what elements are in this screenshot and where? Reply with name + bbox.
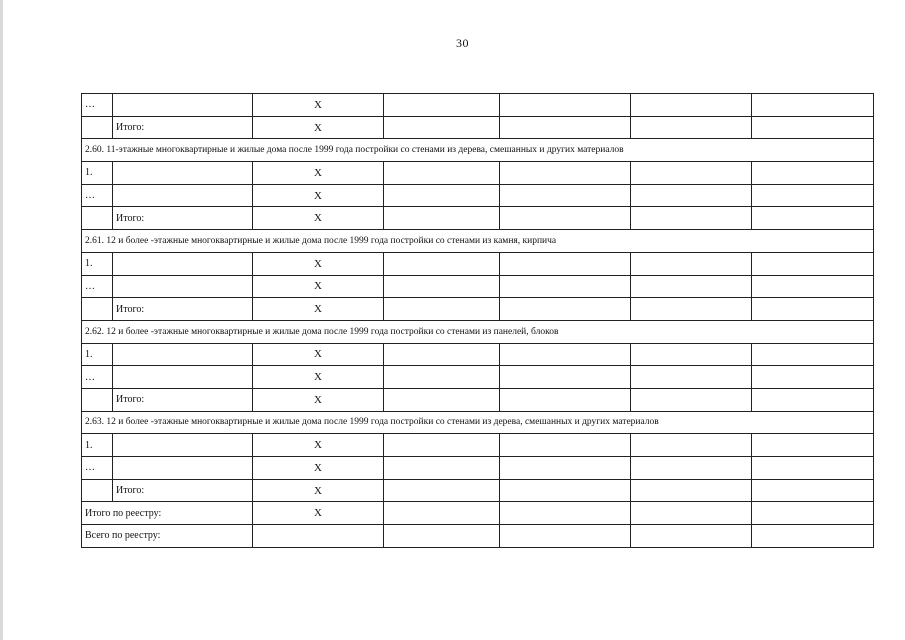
row-number-cell: … bbox=[82, 366, 113, 389]
table-row-total bbox=[82, 207, 874, 230]
table-row-section bbox=[82, 411, 874, 434]
row-number-cell bbox=[82, 116, 113, 139]
empty-cell bbox=[631, 479, 752, 502]
empty-cell bbox=[752, 184, 874, 207]
page-left-edge bbox=[0, 0, 3, 640]
row-number-cell: 1. bbox=[82, 162, 113, 185]
name-cell bbox=[113, 434, 253, 457]
empty-cell bbox=[384, 207, 500, 230]
grand-total-label: Итого по реестру: bbox=[82, 502, 253, 525]
table-row-grand bbox=[82, 525, 874, 548]
table-row-grand bbox=[82, 502, 874, 525]
row-number-cell bbox=[82, 298, 113, 321]
empty-cell bbox=[500, 116, 631, 139]
name-cell bbox=[113, 275, 253, 298]
name-cell bbox=[113, 252, 253, 275]
x-mark-cell: X bbox=[253, 457, 384, 480]
empty-cell bbox=[631, 366, 752, 389]
empty-cell bbox=[500, 207, 631, 230]
x-mark-cell: X bbox=[253, 502, 384, 525]
x-mark-cell: X bbox=[253, 388, 384, 411]
section-heading: 2.60. 11-этажные многоквартирные и жилые дома после 1999 года постройки со стенами из дерева, смешанных и других материалов bbox=[82, 139, 874, 162]
empty-cell bbox=[500, 479, 631, 502]
x-mark-cell: X bbox=[253, 298, 384, 321]
empty-cell bbox=[384, 366, 500, 389]
empty-cell bbox=[752, 366, 874, 389]
empty-cell bbox=[500, 252, 631, 275]
section-heading: 2.62. 12 и более -этажные многоквартирные и жилые дома после 1999 года постройки со стенами из панелей, блоков bbox=[82, 320, 874, 343]
table-row-item bbox=[82, 162, 874, 185]
row-number-cell: 1. bbox=[82, 252, 113, 275]
row-number-cell: … bbox=[82, 275, 113, 298]
empty-cell bbox=[384, 457, 500, 480]
empty-cell bbox=[500, 457, 631, 480]
table-row-item bbox=[82, 252, 874, 275]
row-number-cell: 1. bbox=[82, 343, 113, 366]
empty-cell bbox=[384, 116, 500, 139]
empty-cell bbox=[384, 343, 500, 366]
empty-cell bbox=[631, 94, 752, 117]
empty-cell bbox=[631, 116, 752, 139]
table-row-item bbox=[82, 343, 874, 366]
empty-cell bbox=[752, 162, 874, 185]
x-mark-cell: X bbox=[253, 252, 384, 275]
empty-cell bbox=[631, 457, 752, 480]
table-row-item bbox=[82, 275, 874, 298]
row-number-cell: … bbox=[82, 457, 113, 480]
grand-total-label: Всего по реестру: bbox=[82, 525, 253, 548]
empty-cell bbox=[384, 298, 500, 321]
empty-cell bbox=[752, 94, 874, 117]
name-cell bbox=[113, 343, 253, 366]
table-row-total bbox=[82, 388, 874, 411]
empty-cell bbox=[631, 298, 752, 321]
x-mark-cell: X bbox=[253, 343, 384, 366]
empty-cell bbox=[384, 162, 500, 185]
empty-cell bbox=[752, 116, 874, 139]
table-row-item bbox=[82, 434, 874, 457]
table-row-section bbox=[82, 230, 874, 253]
table-row-item bbox=[82, 366, 874, 389]
empty-cell bbox=[500, 343, 631, 366]
name-cell bbox=[113, 457, 253, 480]
empty-cell bbox=[752, 252, 874, 275]
row-number-cell bbox=[82, 207, 113, 230]
total-label: Итого: bbox=[113, 116, 253, 139]
row-number-cell bbox=[82, 388, 113, 411]
x-mark-cell: X bbox=[253, 116, 384, 139]
empty-cell bbox=[500, 525, 631, 548]
empty-cell bbox=[752, 388, 874, 411]
empty-cell bbox=[384, 275, 500, 298]
section-heading: 2.63. 12 и более -этажные многоквартирные и жилые дома после 1999 года постройки со стенами из дерева, смешанных и других материалов bbox=[82, 411, 874, 434]
empty-cell bbox=[384, 525, 500, 548]
empty-cell bbox=[752, 298, 874, 321]
registry-table-body bbox=[82, 94, 874, 548]
empty-cell bbox=[631, 525, 752, 548]
x-mark-cell: X bbox=[253, 94, 384, 117]
total-label: Итого: bbox=[113, 298, 253, 321]
table-row-section bbox=[82, 139, 874, 162]
empty-cell bbox=[631, 252, 752, 275]
name-cell bbox=[113, 184, 253, 207]
x-mark-cell: X bbox=[253, 162, 384, 185]
empty-cell bbox=[384, 252, 500, 275]
table-row-total bbox=[82, 116, 874, 139]
empty-cell bbox=[500, 275, 631, 298]
x-mark-cell: X bbox=[253, 479, 384, 502]
empty-cell bbox=[384, 388, 500, 411]
empty-cell bbox=[384, 184, 500, 207]
x-mark-cell: X bbox=[253, 366, 384, 389]
x-mark-cell: X bbox=[253, 207, 384, 230]
row-number-cell: … bbox=[82, 184, 113, 207]
empty-cell bbox=[631, 343, 752, 366]
empty-cell bbox=[384, 502, 500, 525]
empty-cell bbox=[631, 434, 752, 457]
empty-cell bbox=[500, 298, 631, 321]
table-row-total bbox=[82, 298, 874, 321]
empty-cell bbox=[752, 457, 874, 480]
name-cell bbox=[113, 366, 253, 389]
x-mark-cell bbox=[253, 525, 384, 548]
empty-cell bbox=[384, 434, 500, 457]
empty-cell bbox=[752, 479, 874, 502]
page-number: 30 bbox=[456, 36, 469, 50]
empty-cell bbox=[631, 502, 752, 525]
table-row-item bbox=[82, 184, 874, 207]
empty-cell bbox=[384, 479, 500, 502]
empty-cell bbox=[752, 434, 874, 457]
empty-cell bbox=[752, 525, 874, 548]
empty-cell bbox=[631, 388, 752, 411]
empty-cell bbox=[752, 275, 874, 298]
x-mark-cell: X bbox=[253, 184, 384, 207]
row-number-cell: … bbox=[82, 94, 113, 117]
table-row-item bbox=[82, 457, 874, 480]
empty-cell bbox=[500, 162, 631, 185]
empty-cell bbox=[631, 207, 752, 230]
empty-cell bbox=[500, 366, 631, 389]
empty-cell bbox=[752, 502, 874, 525]
total-label: Итого: bbox=[113, 388, 253, 411]
empty-cell bbox=[631, 275, 752, 298]
empty-cell bbox=[631, 184, 752, 207]
x-mark-cell: X bbox=[253, 275, 384, 298]
table-row-section bbox=[82, 320, 874, 343]
empty-cell bbox=[631, 162, 752, 185]
total-label: Итого: bbox=[113, 479, 253, 502]
row-number-cell bbox=[82, 479, 113, 502]
row-number-cell: 1. bbox=[82, 434, 113, 457]
registry-table bbox=[81, 93, 874, 548]
section-heading: 2.61. 12 и более -этажные многоквартирные и жилые дома после 1999 года постройки со стенами из камня, кирпича bbox=[82, 230, 874, 253]
empty-cell bbox=[752, 343, 874, 366]
empty-cell bbox=[752, 207, 874, 230]
table-row-total bbox=[82, 479, 874, 502]
empty-cell bbox=[500, 502, 631, 525]
name-cell bbox=[113, 94, 253, 117]
name-cell bbox=[113, 162, 253, 185]
empty-cell bbox=[384, 94, 500, 117]
x-mark-cell: X bbox=[253, 434, 384, 457]
empty-cell bbox=[500, 94, 631, 117]
table-row-item bbox=[82, 94, 874, 117]
total-label: Итого: bbox=[113, 207, 253, 230]
empty-cell bbox=[500, 434, 631, 457]
empty-cell bbox=[500, 184, 631, 207]
empty-cell bbox=[500, 388, 631, 411]
